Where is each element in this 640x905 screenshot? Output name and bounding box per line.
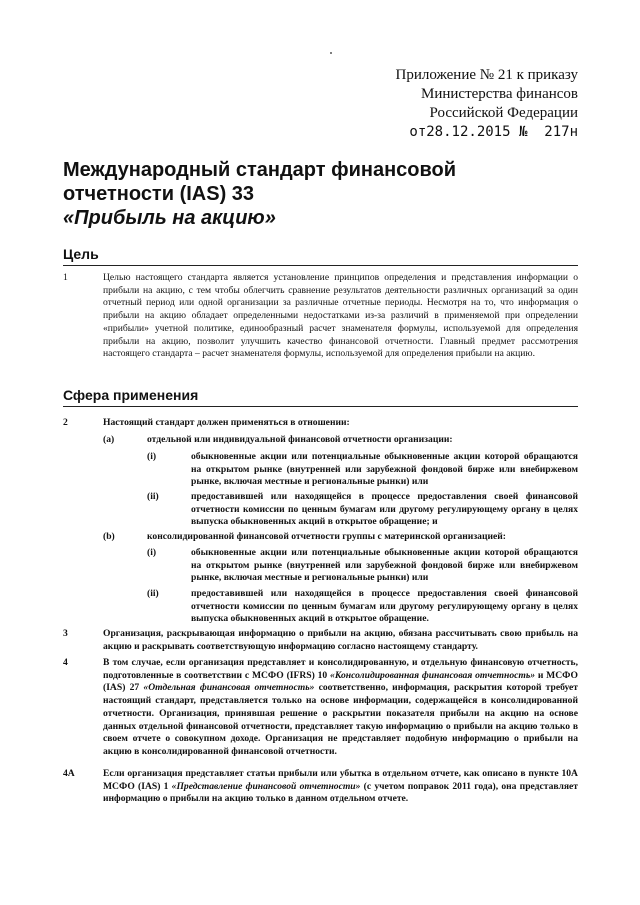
item-a-i bbox=[147, 451, 578, 489]
text-run: В том случае, если организация представляет и консолидированную, и отдельную финансовую отчетность, подготовленные в соответствии с МСФО (IFRS) 10 bbox=[103, 657, 578, 681]
paragraph-text: Настоящий стандарт должен применяться в отношении: bbox=[103, 417, 350, 428]
item-label: (ii) bbox=[147, 491, 159, 502]
item-label: (a) bbox=[103, 434, 115, 445]
item-b bbox=[103, 531, 578, 544]
item-label: (b) bbox=[103, 531, 115, 542]
title-line-3: «Прибыль на акцию» bbox=[63, 207, 276, 229]
item-label: (i) bbox=[147, 547, 157, 558]
item-text: предоставившей или находящейся в процессе предоставления своей финансовой отчетности комиссии по ценным бумагам или другому регулирующему органу в целях выпуска обыкновенных акций в открытое обращение; и bbox=[191, 491, 578, 528]
item-text: консолидированной финансовой отчетности группы с материнской организацией: bbox=[147, 531, 507, 542]
header-line-1: Приложение № 21 к приказу bbox=[395, 67, 578, 83]
standard-title-ifrs10: «Консолидированная финансовая отчетность» bbox=[330, 669, 536, 681]
paragraph-4 bbox=[63, 657, 578, 759]
paragraph-number: 1 bbox=[63, 272, 68, 283]
paragraph-4a bbox=[63, 768, 578, 806]
item-text: обыкновенные акции или потенциальные обыкновенные акции которой обращаются на открытом рынке (внутренней или зарубежной фондовой бирже или внебиржевом рынке, включая местные и региональные рынки) или bbox=[191, 451, 578, 488]
section-heading-goal: Цель bbox=[63, 246, 578, 266]
text-run: и МСФО (IAS) 27 bbox=[103, 669, 578, 694]
text-run: Если организация представляет статьи прибыли или убытка в отдельном отчете, как описано в пункте 10A МСФО (IAS) 1 bbox=[103, 768, 578, 792]
document-title bbox=[63, 158, 583, 230]
header-line-2: Министерства финансов bbox=[421, 86, 578, 102]
order-date: 28.12.2015 bbox=[426, 124, 511, 140]
item-label: (i) bbox=[147, 451, 157, 462]
title-line-2: отчетности (IAS) 33 bbox=[63, 183, 255, 205]
standard-title-ias27: «Отдельная финансовая отчетность» bbox=[143, 682, 315, 694]
paragraph-1 bbox=[63, 272, 578, 361]
text-run: (с учетом поправок 2011 года), она представляет информацию о прибыли на акцию только в данном отдельном отчете. bbox=[103, 780, 579, 805]
paragraph-2 bbox=[63, 417, 578, 430]
paragraph-number: 2 bbox=[63, 417, 68, 428]
paragraph-number: 4 bbox=[63, 657, 68, 668]
text-run: соответственно, информация, раскрытия которой требует настоящий стандарт, представляется только на основе информации, содержащейся в консолидированной отчетности. Организация, принявшая решение о раскрытии показателя прибыли на акцию на основе данных отдельной финансовой отчетности, представляет такую информацию о прибыли на акцию только в своем отчете о совокупном доходе. Организация не представляет подобную информацию о прибыли на акцию в консолидированной финансовой отчетности. bbox=[103, 682, 579, 757]
order-number: 217н bbox=[544, 124, 578, 140]
paragraph-text: Организация, раскрывающая информацию о прибыли на акцию, обязана рассчитывать свою прибыль на акцию и раскрывать соответствующую информацию согласно настоящему стандарту. bbox=[103, 628, 578, 652]
item-a bbox=[103, 434, 578, 447]
item-text: предоставившей или находящейся в процессе предоставления своей финансовой отчетности комиссии по ценным бумагам или другому регулирующему органу в целях выпуска обыкновенных акций в открытое обращение. bbox=[191, 588, 578, 625]
item-label: (ii) bbox=[147, 588, 159, 599]
item-b-i bbox=[147, 547, 578, 585]
header-date-line bbox=[318, 123, 578, 142]
paragraph-text bbox=[103, 768, 578, 806]
item-text: отдельной или индивидуальной финансовой отчетности организации: bbox=[147, 434, 453, 445]
number-prefix: № bbox=[518, 124, 528, 140]
header-line-3: Российской Федерации bbox=[429, 105, 578, 121]
item-text: обыкновенные акции или потенциальные обыкновенные акции которой обращаются на открытом рынке (внутренней или зарубежной фондовой бирже или внебиржевом рынке, включая местные и региональные рынки) или bbox=[191, 547, 578, 584]
paragraph-number: 3 bbox=[63, 628, 68, 639]
scan-speck bbox=[330, 52, 332, 54]
paragraph-3 bbox=[63, 628, 578, 653]
title-line-1: Международный стандарт финансовой bbox=[63, 159, 457, 181]
standard-title-ias1: «Представление финансовой отчетности» bbox=[171, 780, 361, 792]
item-b-ii bbox=[147, 588, 578, 626]
section-heading-scope: Сфера применения bbox=[63, 387, 578, 407]
document-header bbox=[318, 66, 578, 142]
paragraph-number: 4A bbox=[63, 768, 75, 779]
paragraph-text bbox=[103, 657, 578, 759]
item-a-ii bbox=[147, 491, 578, 529]
date-prefix: от bbox=[409, 124, 427, 140]
paragraph-text: Целью настоящего стандарта является установление принципов определения и представления информации о прибыли на акцию, с тем чтобы облегчить сравнение результатов деятельности различных организаций за один отчетный период или одной организации за различные отчетные периоды. Несмотря на то, что информация о прибыли на акцию обладает определенными недостатками из-за различий в применяемой при определении «прибыли» учетной политике, единообразный расчет знаменателя формулы, используемой для определения прибыли на акцию, позволит улучшить качество финансовой отчетности. Главный предмет рассмотрения настоящего стандарта – расчет знаменателя формулы, используемой для определения прибыли на акцию. bbox=[103, 272, 578, 360]
